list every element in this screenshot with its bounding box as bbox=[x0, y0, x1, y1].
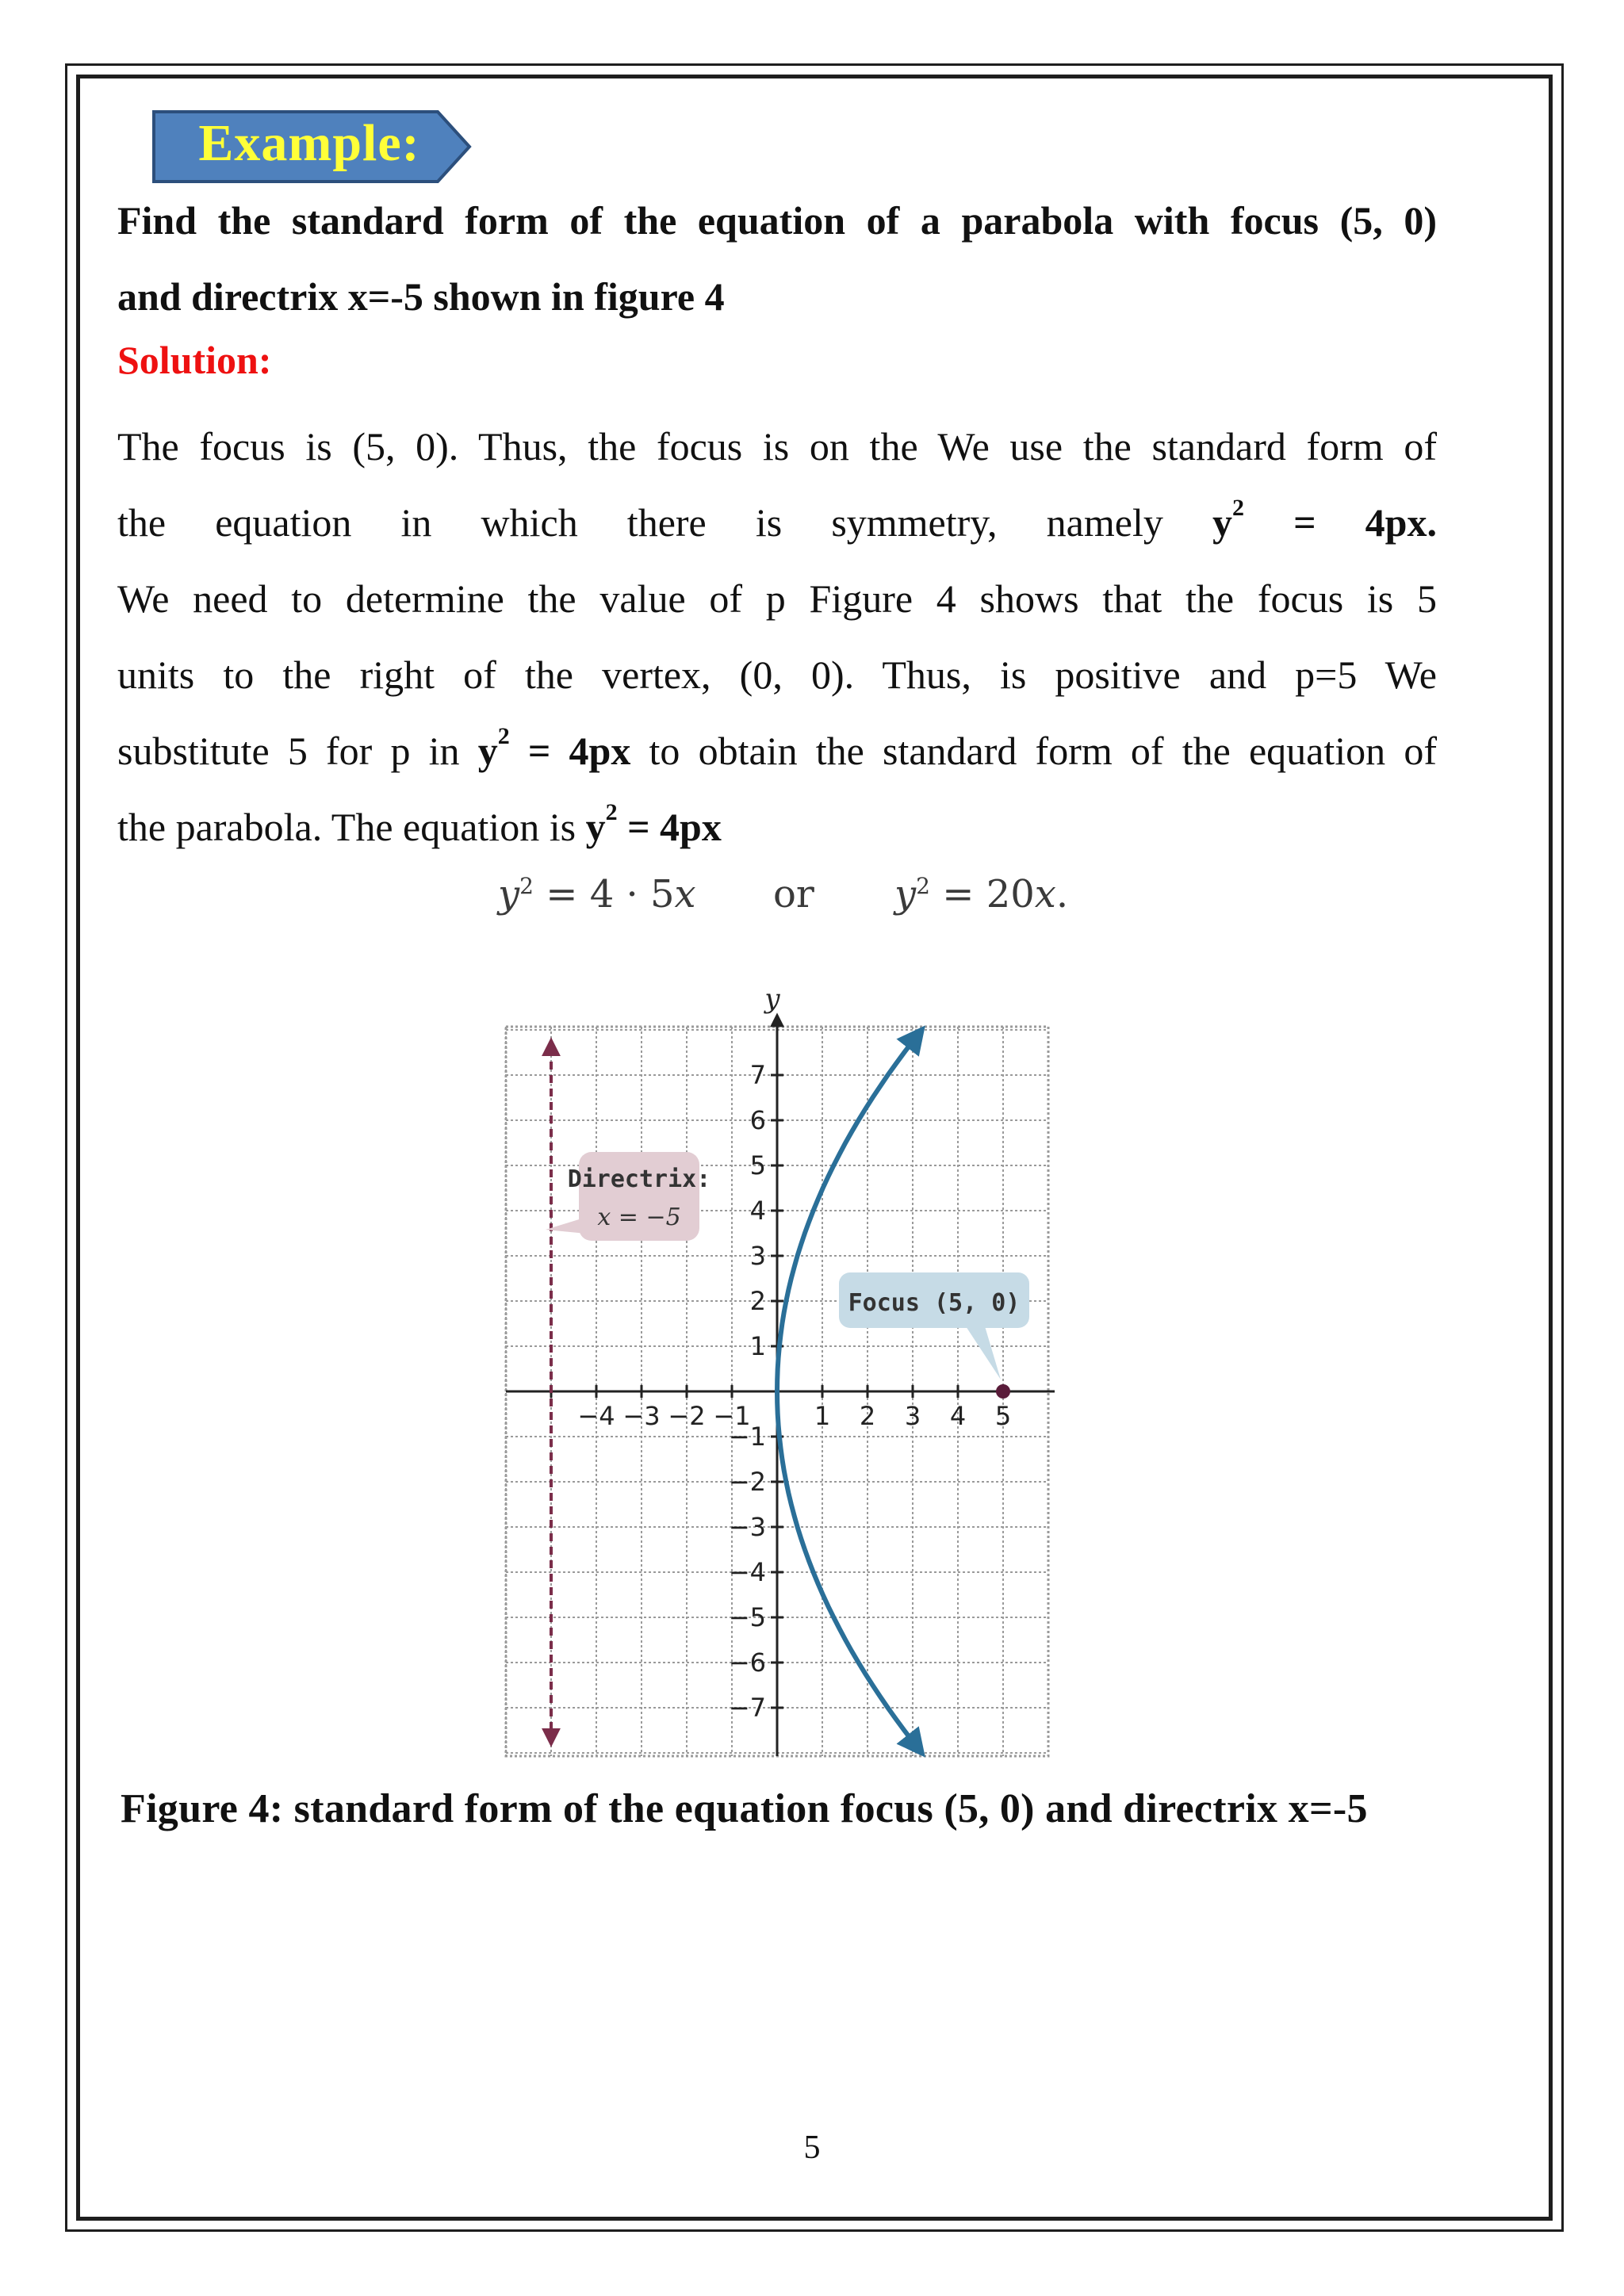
focus-point bbox=[996, 1384, 1010, 1399]
y-tick-label: 7 bbox=[749, 1060, 766, 1090]
y-tick-label: −7 bbox=[728, 1693, 766, 1723]
x-tick-label: 5 bbox=[994, 1401, 1012, 1431]
y-tick-label: −3 bbox=[728, 1512, 766, 1542]
equation-left: $y^2 = 4 \cdot 5x$ bbox=[498, 872, 696, 916]
equation-right: $y^2 = 20x$. bbox=[894, 872, 1069, 916]
y-tick-label: −1 bbox=[728, 1422, 766, 1452]
parabola-figure bbox=[500, 979, 1055, 1764]
body-row-6: the parabola. The equation is $y^2 = 4px$ bbox=[117, 799, 722, 849]
y-tick-label: 3 bbox=[749, 1241, 766, 1271]
equation-inline-1: $y^2 = 4px$. bbox=[1212, 495, 1437, 545]
problem-line-2: and directrix x=-5 shown in figure 4 bbox=[117, 274, 725, 319]
problem-statement bbox=[117, 182, 1437, 335]
solution-body bbox=[117, 408, 1437, 865]
y-tick-label: 2 bbox=[749, 1286, 766, 1316]
page-number: 5 bbox=[803, 2130, 821, 2166]
equation-inline-3: $y^2 = 4px$ bbox=[585, 799, 722, 849]
example-label: Example: bbox=[198, 114, 420, 172]
parabola-chart bbox=[500, 979, 1055, 1764]
y-tick-label: −5 bbox=[728, 1602, 766, 1632]
x-tick-label: 3 bbox=[904, 1401, 921, 1431]
y-tick-label: 4 bbox=[749, 1196, 766, 1226]
body-row-3: We need to determine the value of p Figure 4 shows that the focus is 5 bbox=[117, 576, 1437, 621]
y-tick-label: 1 bbox=[749, 1331, 766, 1361]
directrix-callout-title: Directrix: bbox=[567, 1165, 711, 1193]
example-badge bbox=[151, 107, 474, 188]
equation-inline-2: $y^2 = 4px$ bbox=[477, 723, 631, 773]
directrix-callout-value: x = −5 bbox=[597, 1203, 681, 1231]
focus-callout-pointer bbox=[966, 1326, 1001, 1380]
body-row-2: the equation in which there is symmetry, namely $y^2 = 4px$. bbox=[117, 495, 1437, 545]
y-tick-label: −4 bbox=[728, 1557, 766, 1587]
display-equation bbox=[0, 872, 1624, 936]
x-tick-label: −1 bbox=[713, 1401, 751, 1431]
directrix-callout-pointer bbox=[546, 1217, 595, 1234]
equation-or: or bbox=[773, 872, 814, 916]
figure-caption: Figure 4: standard form of the equation focus (5, 0) and directrix x=-5 bbox=[121, 1786, 1368, 1831]
body-row-5: substitute 5 for p in $y^2 = 4px$ to obtain the standard form of the equation of bbox=[117, 723, 1437, 773]
x-tick-label: 4 bbox=[949, 1401, 967, 1431]
x-tick-label: −4 bbox=[577, 1401, 615, 1431]
y-tick-label: −2 bbox=[728, 1467, 766, 1497]
body-row-4: units to the right of the vertex, (0, 0). Thus, is positive and p=5 We bbox=[117, 652, 1437, 697]
x-tick-label: 1 bbox=[814, 1401, 831, 1431]
y-axis-label: y bbox=[764, 983, 780, 1015]
x-tick-label: −3 bbox=[622, 1401, 661, 1431]
y-tick-label: 6 bbox=[749, 1105, 766, 1135]
x-tick-label: −2 bbox=[668, 1401, 706, 1431]
y-tick-label: −6 bbox=[728, 1647, 766, 1678]
problem-line-1: Find the standard form of the equation of a parabola with focus (5, 0) bbox=[117, 198, 1437, 243]
body-row-1: The focus is (5, 0). Thus, the focus is on the We use the standard form of bbox=[117, 424, 1437, 469]
y-tick-label: 5 bbox=[749, 1150, 766, 1181]
solution-heading: Solution: bbox=[117, 338, 272, 382]
x-tick-label: 2 bbox=[859, 1401, 876, 1431]
focus-callout-label: Focus (5, 0) bbox=[848, 1289, 1021, 1317]
